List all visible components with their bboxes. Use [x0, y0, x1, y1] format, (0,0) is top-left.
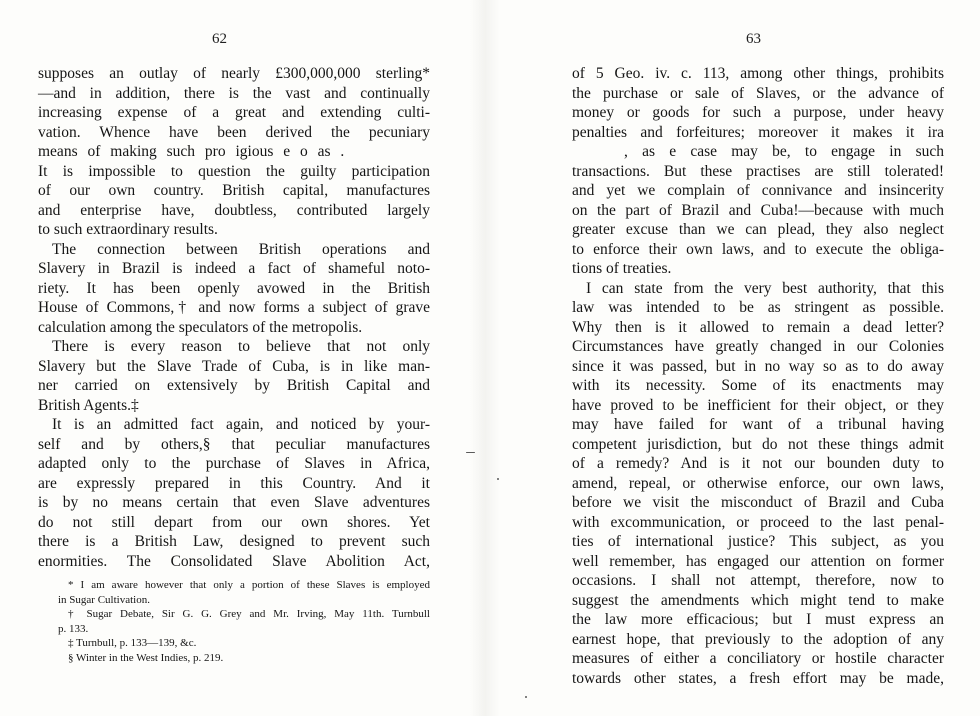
text-line: and yet we complain of connivance and insincerity: [572, 182, 944, 199]
text-line: ties of international justice? This subject, as you: [572, 533, 944, 550]
text-line: have proved to be inefficient for their object, or they: [572, 396, 944, 414]
footnote-line: in Sugar Cultivation.: [58, 593, 150, 606]
text-line: supposes an outlay of nearly £300,000,000 sterling*: [38, 65, 430, 82]
text-line: suggest the amendments which might tend to make: [572, 591, 944, 609]
text-line: vation. Whence have been derived the pecuniary: [38, 123, 430, 141]
footnote-line: p. 133.: [58, 622, 89, 635]
text-line: measures of either a conciliatory or hostile character: [572, 650, 944, 667]
page-speck: [497, 478, 499, 480]
text-line: to enforce their own laws, and to execute the obliga-: [572, 240, 944, 258]
text-line: tions of treaties.: [572, 260, 672, 277]
text-line: There is every reason to believe that not only: [52, 338, 430, 355]
text-line: law was intended to be as stringent as possible.: [572, 299, 944, 316]
book-gutter: [470, 0, 500, 716]
text-line: amend, repeal, or otherwise enforce, our own laws,: [572, 474, 944, 492]
left-page-footnotes: [58, 578, 430, 665]
text-line: transactions. But these practises are still tolerated!: [572, 162, 944, 180]
text-line: earnest hope, that previously to the adoption of any: [572, 630, 944, 648]
left-page-number: 62: [212, 31, 227, 47]
text-line: , as e case may be, to engage in such: [624, 143, 944, 160]
right-page-number: 63: [746, 31, 761, 47]
text-line: House of Commons,† and now forms a subject of grave: [38, 299, 430, 316]
left-page: [0, 0, 470, 716]
text-line: —and in addition, there is the vast and continually: [38, 84, 430, 102]
text-line: are expressly prepared in this Country. And it: [38, 474, 430, 492]
text-line: do not still depart from our own shores. Yet: [38, 513, 430, 531]
footnote-line: § Winter in the West Indies, p. 219.: [68, 651, 224, 664]
text-line: to such extraordinary results.: [38, 221, 218, 238]
text-line: money or goods for such a purpose, under heavy: [572, 104, 944, 121]
text-line: competent jurisdiction, but do not these things admit: [572, 435, 944, 453]
footnote-line: ‡ Turnbull, p. 133—139, &c.: [68, 637, 197, 649]
text-line: occasions. I shall not attempt, therefore, now to: [572, 572, 944, 589]
text-line: of our own country. British capital, manufactures: [38, 182, 430, 199]
text-line: well remember, has engaged our attention on former: [572, 552, 944, 570]
text-line: self and by others,§ that peculiar manufactures: [38, 435, 430, 453]
text-line: adapted only to the purchase of Slaves in Africa,: [38, 455, 430, 472]
footnote-line: † Sugar Debate, Sir G. G. Grey and Mr. Irving, May 11th. Turnbull: [68, 608, 430, 620]
text-line: is by no means certain that even Slave adventures: [38, 494, 430, 511]
text-line: Circumstances have greatly changed in our Colonies: [572, 338, 944, 355]
text-line: means of making such pro igious e o as .: [38, 143, 345, 160]
text-line: It is impossible to question the guilty participation: [38, 162, 430, 180]
text-line: the law more efficacious; but I must express an: [572, 611, 944, 628]
text-line: I can state from the very best authority, that this: [586, 279, 944, 297]
text-line: Slavery in Brazil is indeed a fact of shameful noto-: [38, 260, 430, 277]
text-line: calculation among the speculators of the metropolis.: [38, 318, 363, 336]
text-line: Why then is it allowed to remain a dead letter?: [572, 318, 944, 336]
text-line: penalties and forfeitures; moreover it makes it ira: [572, 123, 944, 141]
text-line: on the part of Brazil and Cuba!—because with much: [572, 201, 944, 219]
page-speck: [466, 452, 475, 453]
text-line: there is a British Law, designed to prevent such: [38, 533, 430, 550]
text-line: of 5 Geo. iv. c. 113, among other things, prohibits: [572, 65, 944, 82]
text-line: increasing expense of a great and extending culti-: [38, 104, 430, 121]
left-page-body: [38, 64, 430, 571]
text-line: ner carried on extensively by British Capital and: [38, 377, 430, 394]
text-line: with its necessity. Some of its enactments may: [572, 377, 944, 394]
footnote-line: * I am aware however that only a portion of these Slaves is employed: [68, 579, 430, 591]
right-page-body: [572, 64, 944, 688]
text-line: greater excuse than we can plead, they also neglect: [572, 221, 944, 238]
text-line: before we visit the misconduct of Brazil and Cuba: [572, 494, 944, 511]
text-line: British Agents.‡: [38, 396, 139, 414]
text-line: may have failed for want of a tribunal having: [572, 416, 944, 433]
text-line: enormities. The Consolidated Slave Abolition Act,: [38, 552, 430, 570]
text-line: since it was passed, but in no way so as to do away: [572, 357, 944, 375]
text-line: and enterprise have, doubtless, contributed largely: [38, 201, 430, 219]
right-page: [500, 0, 980, 716]
text-line: The connection between British operations and: [52, 240, 430, 258]
text-line: of a remedy? And is it not our bounden duty to: [572, 455, 944, 472]
text-line: towards other states, a fresh effort may be made,: [572, 669, 944, 687]
text-line: the purchase or sale of Slaves, or the advance of: [572, 84, 944, 102]
text-line: with excommunication, or proceed to the last penal-: [572, 513, 944, 531]
text-line: Slavery but the Slave Trade of Cuba, is in like man-: [38, 357, 430, 375]
text-line: It is an admitted fact again, and noticed by your-: [52, 416, 430, 433]
text-line: riety. It has been openly avowed in the British: [38, 279, 430, 297]
